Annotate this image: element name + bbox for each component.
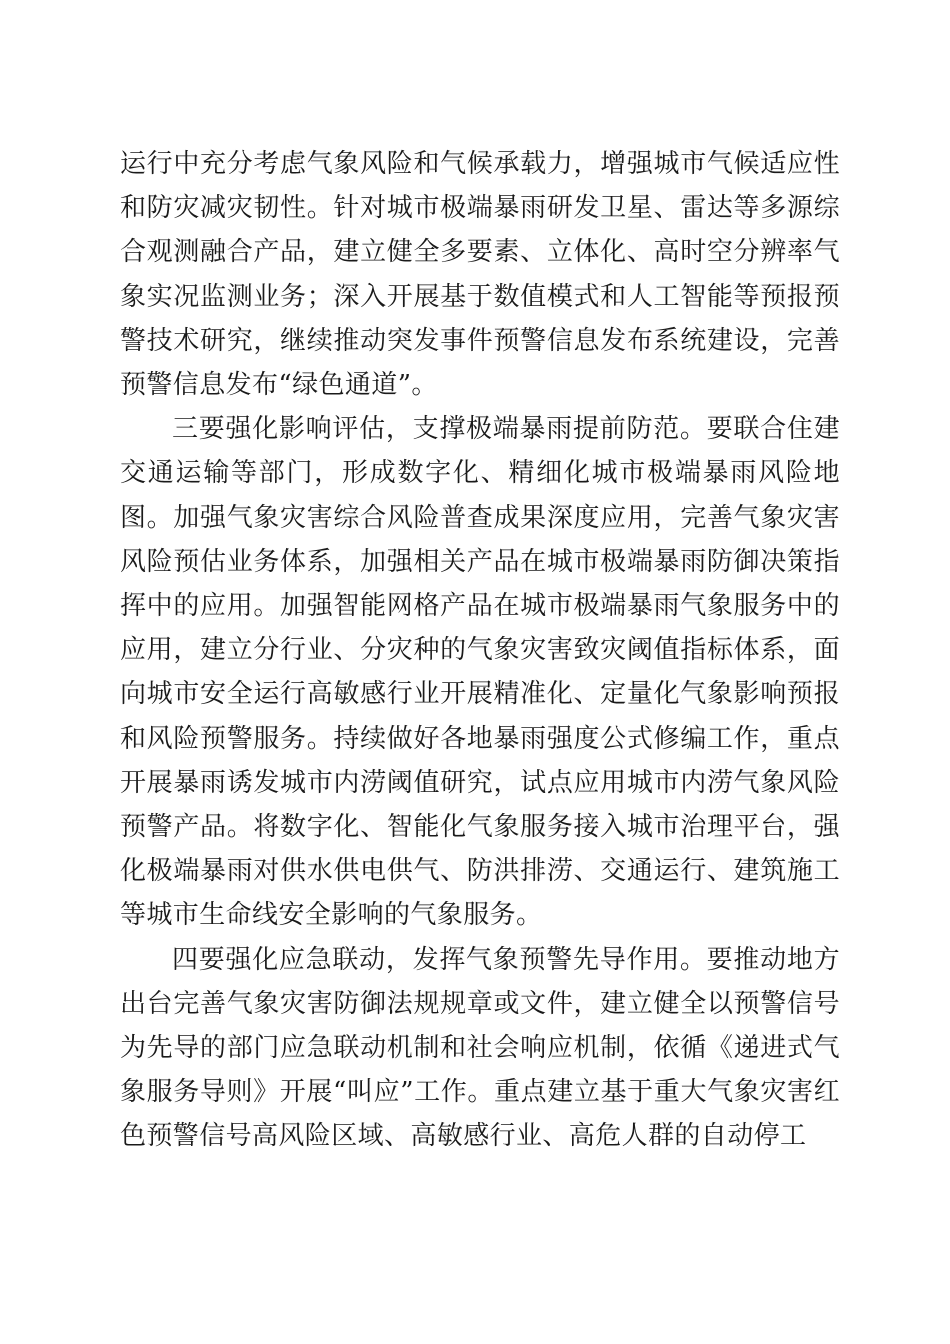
- paragraph-continuation: 运行中充分考虑气象风险和气候承载力，增强城市气候适应性和防灾减灾韧性。针对城市极端暴雨研发卫星、雷达等多源综合观测融合产品，建立健全多要素、立体化、高时空分辨率气象实况监测业务；深入开展基于数值模式和人工智能等预报预警技术研究，继续推动突发事件预警信息发布系统建设，完善预警信息发布“绿色通道”。: [120, 149, 840, 401]
- paragraph-impact-assessment: 三要强化影响评估，支撑极端暴雨提前防范。要联合住建交通运输等部门，形成数字化、精细化城市极端暴雨风险地图。加强气象灾害综合风险普查成果深度应用，完善气象灾害风险预估业务体系，加强相关产品在城市极端暴雨防御决策指挥中的应用。加强智能网格产品在城市极端暴雨气象服务中的应用，建立分行业、分灾种的气象灾害致灾阈值指标体系，面向城市安全运行高敏感行业开展精准化、定量化气象影响预报和风险预警服务。持续做好各地暴雨强度公式修编工作，重点开展暴雨诱发城市内涝阈值研究，试点应用城市内涝气象风险预警产品。将数字化、智能化气象服务接入城市治理平台，强化极端暴雨对供水供电供气、防洪排涝、交通运行、建筑施工等城市生命线安全影响的气象服务。: [120, 414, 840, 931]
- document-body: [120, 142, 840, 1159]
- paragraph-emergency-linkage: 四要强化应急联动，发挥气象预警先导作用。要推动地方出台完善气象灾害防御法规规章或文件，建立健全以预警信号为先导的部门应急联动机制和社会响应机制，依循《递进式气象服务导则》开展“叫应”工作。重点建立基于重大气象灾害红色预警信号高风险区域、高敏感行业、高危人群的自动停工: [120, 944, 840, 1152]
